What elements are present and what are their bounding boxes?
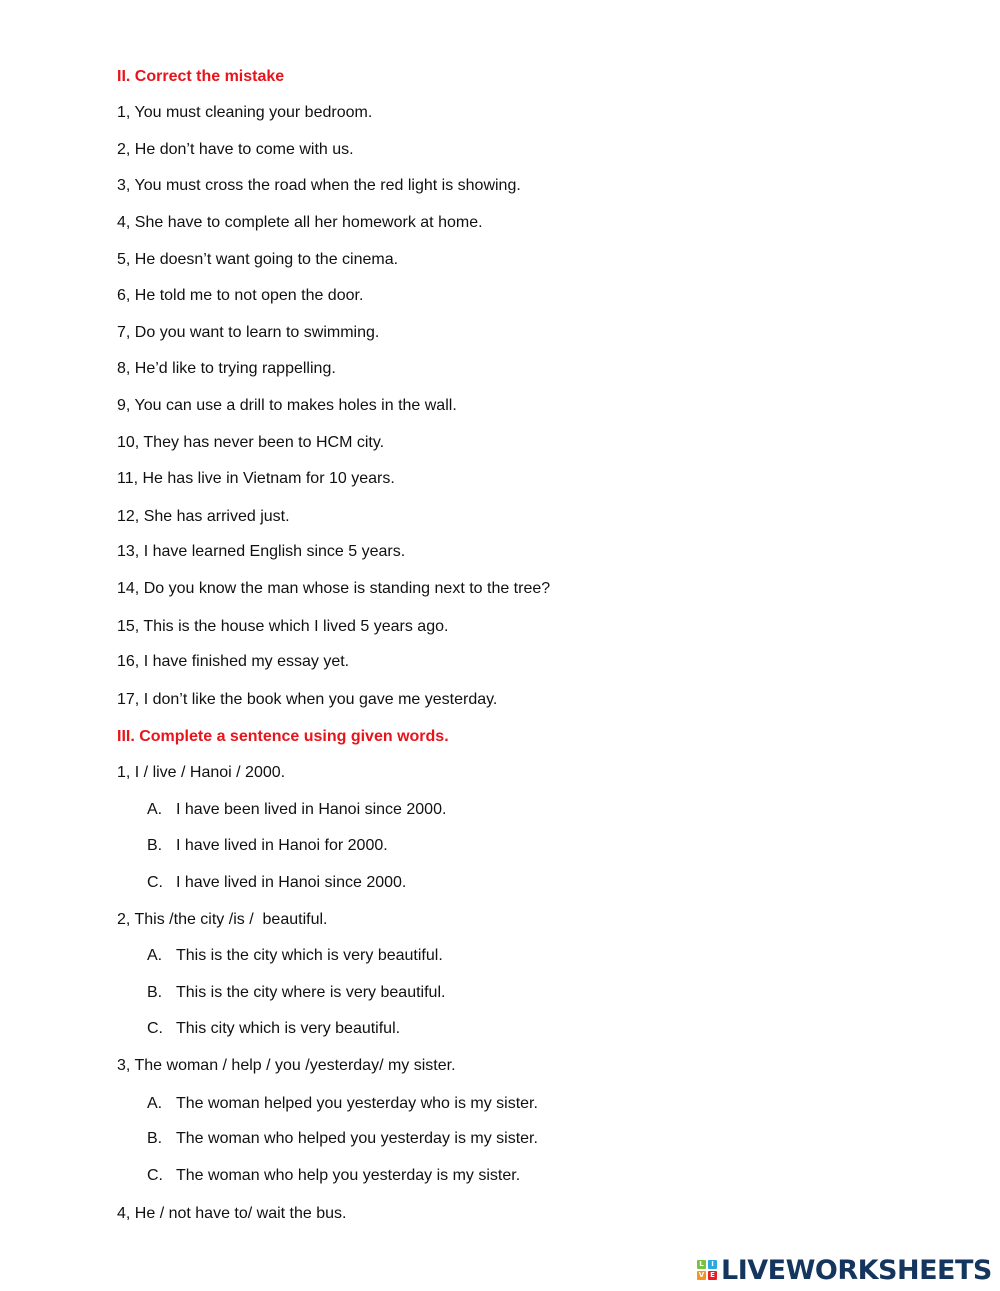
mistake-item-13: 13, I have learned English since 5 years. (117, 543, 406, 560)
question-3-prompt: 3, The woman / help / you /yesterday/ my sister. (117, 1057, 456, 1074)
mistake-item-15: 15, This is the house which I lived 5 years ago. (117, 618, 449, 635)
mistake-item-14: 14, Do you know the man whose is standing next to the tree? (117, 580, 551, 597)
logo-blocks-icon (697, 1260, 717, 1280)
question-2-prompt: 2, This /the city /is / beautiful. (117, 911, 328, 928)
question-1-option-a-letter: A. (147, 801, 163, 818)
question-1-option-c-text: I have lived in Hanoi since 2000. (176, 874, 407, 891)
question-1-option-c-letter: C. (147, 874, 163, 891)
mistake-item-6: 6, He told me to not open the door. (117, 287, 364, 304)
question-3-option-a-letter: A. (147, 1095, 163, 1112)
mistake-item-3: 3, You must cross the road when the red light is showing. (117, 177, 521, 194)
mistake-item-2: 2, He don’t have to come with us. (117, 141, 354, 158)
mistake-item-8: 8, He’d like to trying rappelling. (117, 360, 336, 377)
question-3-option-c-text: The woman who help you yesterday is my sister. (176, 1167, 521, 1184)
question-2-option-a-text: This is the city which is very beautiful. (176, 947, 443, 964)
logo-text: LIVEWORKSHEETS (721, 1254, 992, 1286)
question-3-option-a-text: The woman helped you yesterday who is my sister. (176, 1095, 538, 1112)
question-3-option-b-letter: B. (147, 1130, 163, 1147)
question-1-option-a-text: I have been lived in Hanoi since 2000. (176, 801, 447, 818)
question-2-option-b-letter: B. (147, 984, 163, 1001)
section-2-heading: II. Correct the mistake (117, 68, 285, 85)
mistake-item-7: 7, Do you want to learn to swimming. (117, 324, 380, 341)
question-2-option-a-letter: A. (147, 947, 163, 964)
logo-block-l: L (697, 1260, 706, 1269)
question-2-option-b-text: This is the city where is very beautiful. (176, 984, 446, 1001)
logo-block-v: V (698, 1271, 705, 1279)
question-2-option-c-letter: C. (147, 1020, 163, 1037)
question-3-option-b-text: The woman who helped you yesterday is my sister. (176, 1130, 538, 1147)
logo-block-i: I (708, 1260, 717, 1269)
question-2-option-c-text: This city which is very beautiful. (176, 1020, 401, 1037)
mistake-item-9: 9, You can use a drill to makes holes in the wall. (117, 397, 457, 414)
question-1-option-b-letter: B. (147, 837, 163, 854)
mistake-item-12: 12, She has arrived just. (117, 508, 290, 525)
mistake-item-11: 11, He has live in Vietnam for 10 years. (117, 470, 395, 487)
question-3-option-c-letter: C. (147, 1167, 163, 1184)
mistake-item-5: 5, He doesn’t want going to the cinema. (117, 251, 399, 268)
logo-block-e: E (708, 1271, 717, 1280)
mistake-item-16: 16, I have finished my essay yet. (117, 653, 350, 670)
mistake-item-1: 1, You must cleaning your bedroom. (117, 104, 373, 121)
mistake-item-4: 4, She have to complete all her homework at home. (117, 214, 483, 231)
liveworksheets-logo (697, 1255, 992, 1285)
question-4-prompt: 4, He / not have to/ wait the bus. (117, 1205, 347, 1222)
question-1-prompt: 1, I / live / Hanoi / 2000. (117, 764, 286, 781)
mistake-item-17: 17, I don’t like the book when you gave me yesterday. (117, 691, 498, 708)
section-3-heading: III. Complete a sentence using given words. (117, 728, 449, 745)
mistake-item-10: 10, They has never been to HCM city. (117, 434, 385, 451)
question-1-option-b-text: I have lived in Hanoi for 2000. (176, 837, 388, 854)
